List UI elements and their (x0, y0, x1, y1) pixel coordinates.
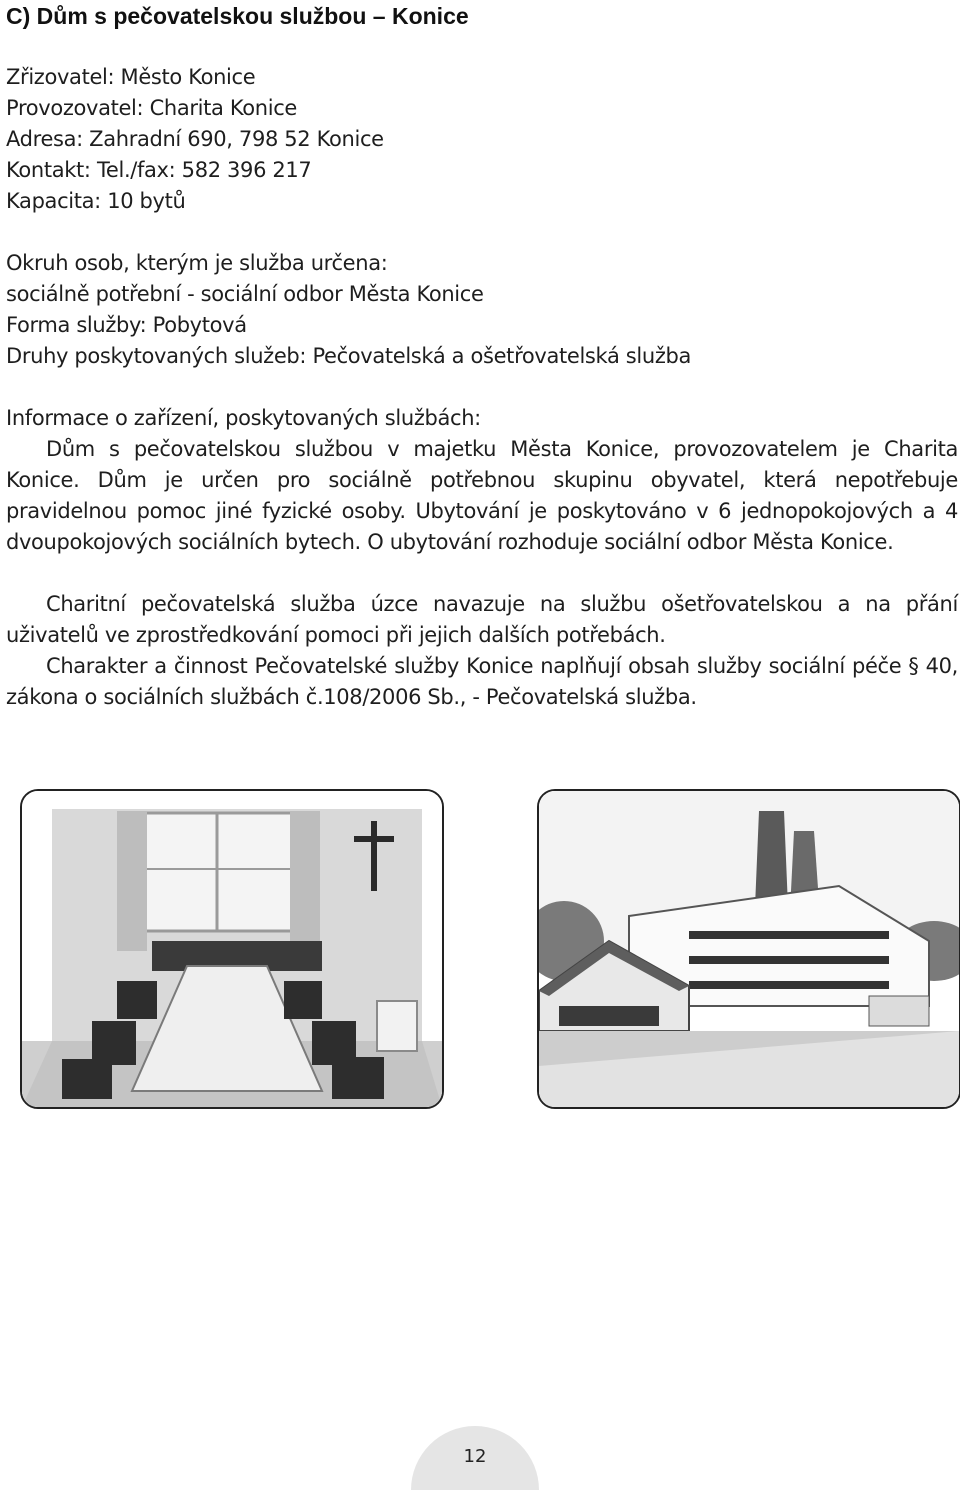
facility-info-label: Informace o zařízení, poskytovaných službách: (6, 406, 481, 430)
service-types-line: Druhy poskytovaných služeb: Pečovatelská a ošetřovatelská služba (6, 344, 692, 368)
facility-info-paragraph (6, 434, 958, 558)
charity-section (6, 589, 958, 713)
building-photo (537, 789, 960, 1109)
operator-line: Provozovatel: Charita Konice (6, 96, 297, 120)
document-page (6, 0, 958, 713)
facility-details (6, 62, 958, 217)
charity-text-2: Charakter a činnost Pečovatelské služby Konice naplňují obsah služby sociální péče § 40, zákona o sociálních službách č.108/2006 Sb., - Pečovatelská služba. (6, 654, 958, 709)
page-number-tab (411, 1426, 539, 1490)
facility-info-text: Dům s pečovatelskou službou v majetku Města Konice, provozovatelem je Charita Konice. Dům je určen pro sociálně potřebnou skupinu obyvatel, která nepotřebuje pravidelnou pomoc jiné fyzické osoby. Ubytování je poskytováno v 6 jednopokojových a 4 dvoupokojových sociálních bytech. O ubytování rozhoduje sociální odbor Města Konice. (6, 437, 958, 554)
facility-info-section (6, 403, 958, 558)
contact-line: Kontakt: Tel./fax: 582 396 217 (6, 158, 312, 182)
page-title: C) Dům s pečovatelskou službou – Konice (6, 3, 469, 29)
page-number: 12 (463, 1446, 487, 1467)
service-details (6, 248, 958, 372)
photo-row (20, 789, 940, 1109)
founder-line: Zřizovatel: Město Konice (6, 65, 256, 89)
dining-room-photo (20, 789, 444, 1109)
target-group-label: Okruh osob, kterým je služba určena: (6, 251, 388, 275)
address-line: Adresa: Zahradní 690, 798 52 Konice (6, 127, 384, 151)
capacity-line: Kapacita: 10 bytů (6, 189, 186, 213)
service-form-line: Forma služby: Pobytová (6, 313, 247, 337)
charity-paragraph-2 (6, 651, 958, 713)
charity-paragraph-1 (6, 589, 958, 651)
dining-room-illustration (22, 791, 442, 1107)
target-group-value: sociálně potřební - sociální odbor Města Konice (6, 282, 484, 306)
building-illustration (539, 791, 959, 1107)
charity-text-1: Charitní pečovatelská služba úzce navazuje na službu ošetřovatelskou a na přání uživatelů ve zprostředkování pomoci při jejich dalších potřebách. (6, 592, 958, 647)
